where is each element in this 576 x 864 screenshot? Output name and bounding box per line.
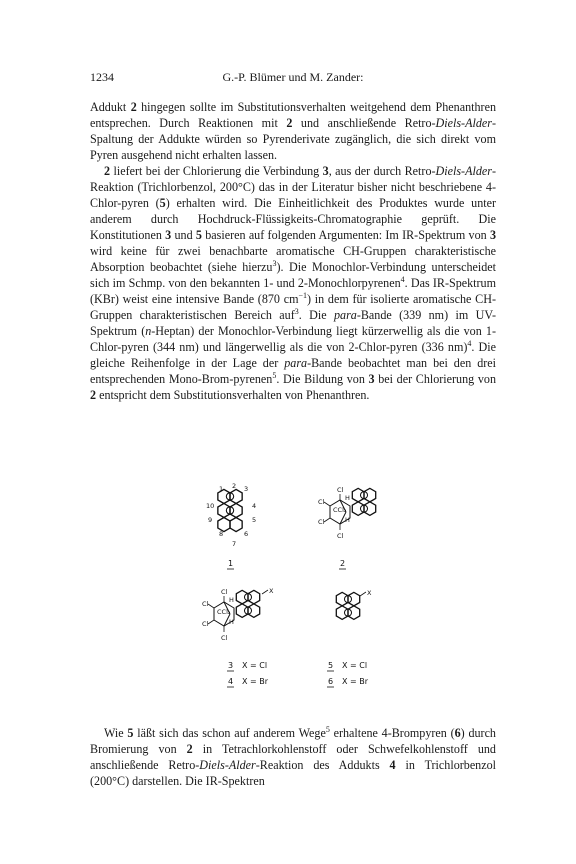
body-text-top (90, 99, 496, 403)
compound-number: 2 (340, 559, 346, 568)
running-head-authors: G.-P. Blümer und M. Zander: (222, 70, 364, 84)
compound-number: 1 (228, 559, 234, 568)
cl-label: Cl (318, 518, 325, 526)
substituent-x-label: X (269, 587, 274, 595)
cl-label: Cl (221, 634, 228, 642)
chemical-structures-figure (170, 470, 430, 710)
compound-formula: X = Cl (242, 661, 268, 670)
h-label: H (345, 516, 350, 524)
cl-label: Cl (221, 588, 228, 596)
cl-label: Cl (337, 486, 344, 494)
compound-formula: X = Cl (342, 661, 368, 670)
position-label: 2 (232, 482, 237, 490)
compound-number: 5 (328, 661, 334, 670)
compound-formula: X = Br (342, 677, 369, 686)
position-label: 10 (206, 502, 215, 510)
paragraph-3: Wie 5 läßt sich das schon auf anderem Wege$^5$ erhaltene 4-Brompyren (6) durch Bromierung von 2 in Tetrachlorkohlenstoff oder Schwefelkohlenstoff und anschließende Retro-Diels-Alder-Reaktion des Addukts 4 in Trichlorbenzol (200°C) darstellen. Die IR-Spektren (90, 724, 497, 788)
pyrene-structure-5-6 (336, 589, 372, 619)
position-label: 3 (244, 485, 249, 493)
page-header (90, 70, 496, 86)
h-label: H (345, 494, 350, 502)
ccl2-label: CCl₂ (333, 506, 347, 514)
adduct-structure-2 (318, 486, 376, 540)
substituent-x-label: X (367, 589, 372, 597)
position-label: 8 (219, 530, 224, 538)
compound-number: 6 (328, 677, 334, 686)
position-label: 6 (244, 530, 249, 538)
compound-number: 4 (228, 677, 234, 686)
paragraph-1: Addukt 2 hingegen sollte im Substitutionsverhalten weitgehend dem Phenanthren entsprechen. Durch Reaktionen mit 2 und anschließende Retro-Diels-Alder-Spaltung der Addukte würden so Pyrenderivate zugänglich, die sich direkt vom Pyren ausgehend nicht erhalten lassen. (90, 100, 496, 162)
position-label: 7 (232, 540, 237, 548)
adduct-structure-3-4 (202, 587, 274, 642)
page-number: 1234 (90, 70, 114, 84)
position-label: 1 (219, 485, 224, 493)
h-label: H (229, 618, 234, 626)
position-label: 5 (252, 516, 257, 524)
h-label: H (229, 596, 234, 604)
compound-formula: X = Br (242, 677, 269, 686)
position-label: 9 (208, 516, 213, 524)
ccl2-label: CCl₂ (217, 608, 231, 616)
pyrene-structure-1 (206, 482, 256, 548)
cl-label: Cl (202, 620, 209, 628)
compound-number: 3 (228, 661, 234, 670)
cl-label: Cl (337, 532, 344, 540)
cl-label: Cl (202, 600, 209, 608)
paragraph-2: 2 liefert bei der Chlorierung die Verbindung 3, aus der durch Retro-Diels-Alder-Reaktion (Trichlorbenzol, 200°C) das in der Literatur bisher nicht beschriebene 4-Chlor-pyren (5) erhalten wird. Die Einheitlichkeit des Produktes wurde unter anderem durch Hochdruck-Flüssigkeits-Chromatographie geprüft. Die Konstitutionen 3 und 5 basieren auf folgenden Argumenten: Im IR-Spektrum von 3 wird keine für zwei benachbarte aromatische CH-Gruppen charakteristische Absorption beobachtet (siehe hierzu$^3$). Die Monochlor-Verbindung unterscheidet sich im Schmp. von den bekannten 1- und 2-Monochlorpyrenen$^4$. Das IR-Spektrum (KBr) weist eine intensive Bande (870 $cm^{-1}$) in dem für isolierte aromatische CH-Gruppen charakteristischen Bereich auf$^3$. Die para-Bande (339 nm) im UV-Spektrum (n-Heptan) der Monochlor-Verbindung liegt kürzerwellig als die von 1-Chlor-pyren (344 nm) und längerwellig als die von 2-Chlor-pyren (336 nm)$^4$. Die gleiche Reihenfolge in der Lage der para-Bande beobachtet man bei den drei entsprechenden Mono-Brom-pyrenen$^5$. Die Bildung von 3 bei der Chlorierung von 2 entspricht dem Substitutionsverhalten von Phenanthren. (90, 164, 497, 402)
body-text-bottom (90, 725, 496, 789)
cl-label: Cl (318, 498, 325, 506)
position-label: 4 (252, 502, 257, 510)
